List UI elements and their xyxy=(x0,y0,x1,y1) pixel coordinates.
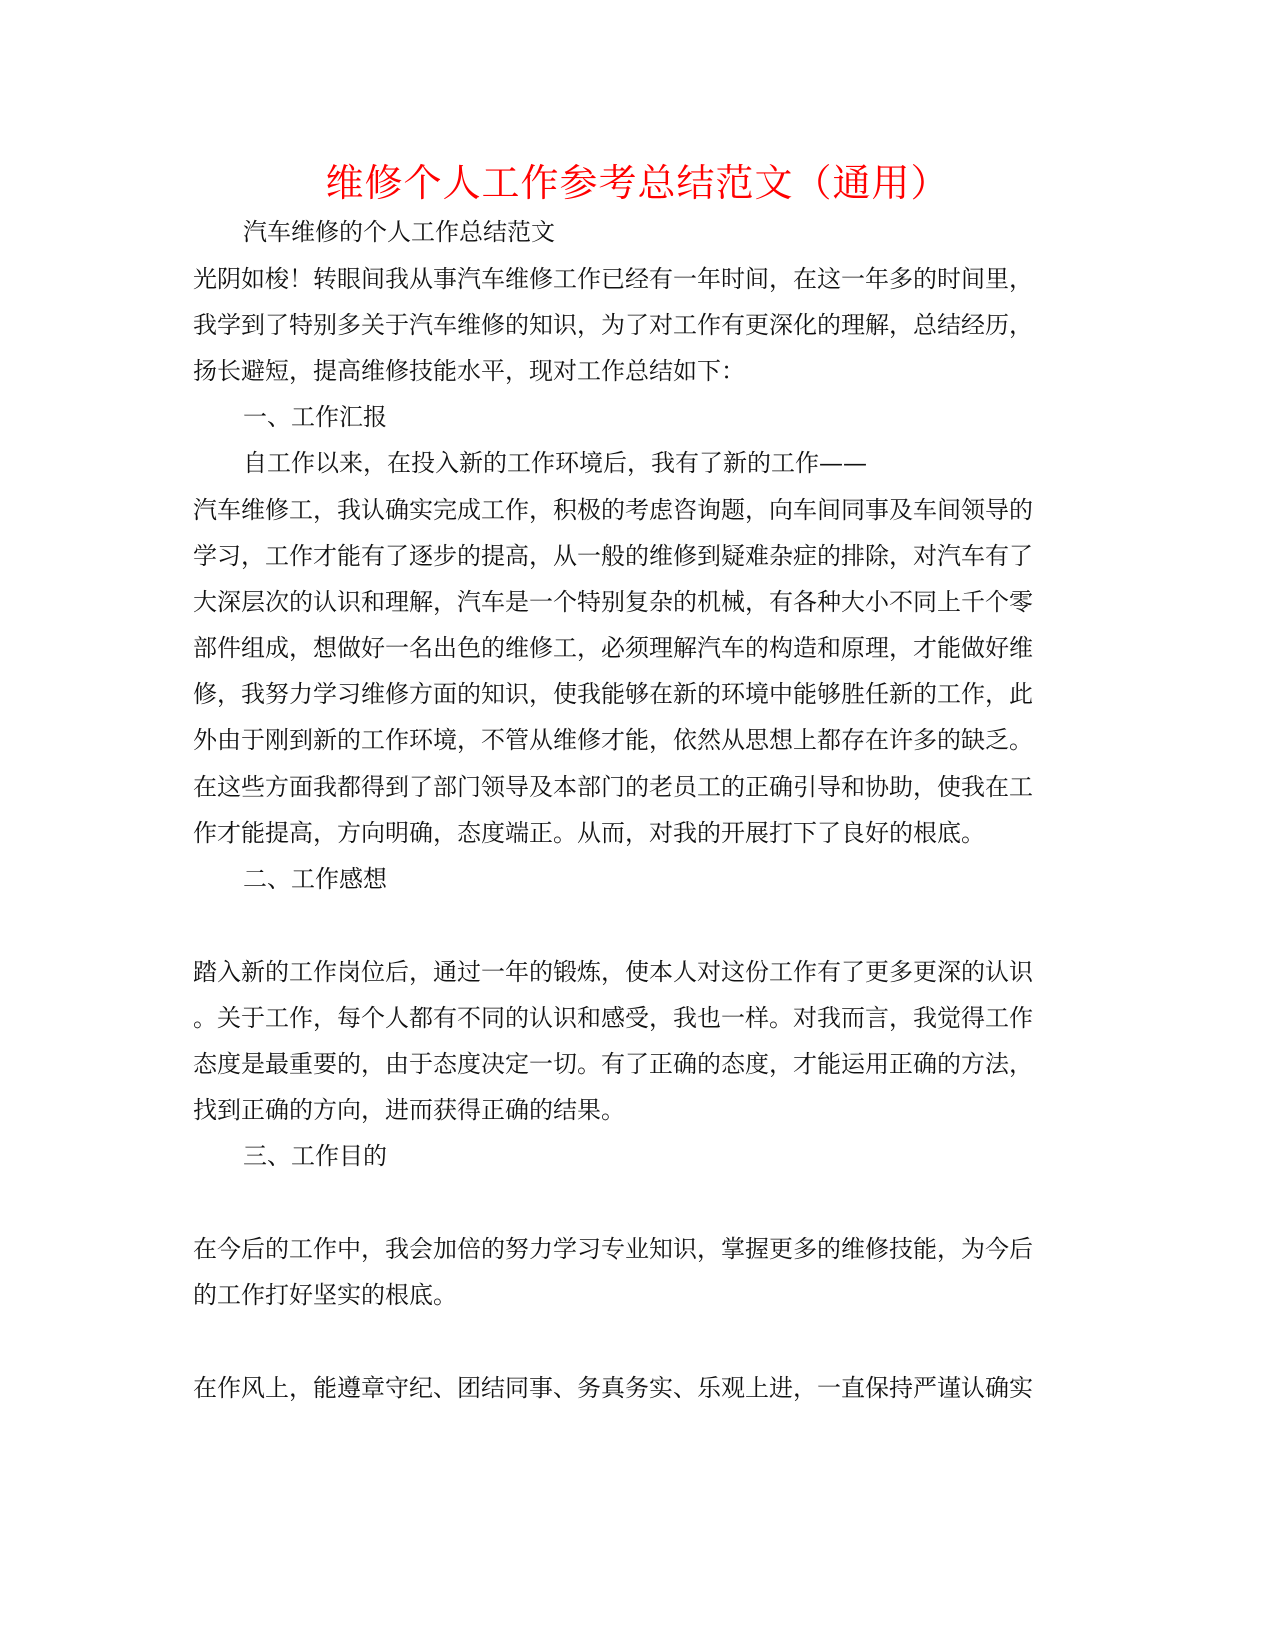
body-line: 找到正确的方向，进而获得正确的结果。 xyxy=(193,1096,625,1124)
body-line: 大深层次的认识和理解，汽车是一个特别复杂的机械，有各种大小不同上千个零 xyxy=(193,588,1033,616)
section-heading-1: 一、工作汇报 xyxy=(243,403,387,431)
body-line: 汽车维修工，我认确实完成工作，积极的考虑咨询题，向车间同事及车间领导的 xyxy=(193,496,1033,524)
body-line: 学习，工作才能有了逐步的提高，从一般的维修到疑难杂症的排除，对汽车有了 xyxy=(193,542,1033,570)
body-line: 作才能提高，方向明确，态度端正。从而，对我的开展打下了良好的根底。 xyxy=(193,819,985,847)
body-line: 在今后的工作中，我会加倍的努力学习专业知识，掌握更多的维修技能，为今后 xyxy=(193,1235,1033,1263)
document-title: 维修个人工作参考总结范文（通用） xyxy=(325,161,950,205)
body-line: 修，我努力学习维修方面的知识，使我能够在新的环境中能够胜任新的工作，此 xyxy=(193,680,1033,708)
body-line: 外由于刚到新的工作环境，不管从维修才能，依然从思想上都存在许多的缺乏。 xyxy=(193,726,1033,754)
body-line: 部件组成，想做好一名出色的维修工，必须理解汽车的构造和原理，才能做好维 xyxy=(193,634,1033,662)
section-heading-3: 三、工作目的 xyxy=(243,1142,387,1170)
subtitle-line: 汽车维修的个人工作总结范文 xyxy=(243,218,555,246)
body-line: 自工作以来，在投入新的工作环境后，我有了新的工作—— xyxy=(243,449,867,477)
body-line: 光阴如梭！转眼间我从事汽车维修工作已经有一年时间，在这一年多的时间里， xyxy=(193,265,1033,293)
section-heading-2: 二、工作感想 xyxy=(243,865,387,893)
body-line: 扬长避短，提高维修技能水平，现对工作总结如下： xyxy=(193,357,745,385)
body-line: 我学到了特别多关于汽车维修的知识，为了对工作有更深化的理解，总结经历， xyxy=(193,311,1033,339)
body-line: 的工作打好坚实的根底。 xyxy=(193,1281,457,1309)
body-line: 。关于工作，每个人都有不同的认识和感受，我也一样。对我而言，我觉得工作 xyxy=(193,1004,1033,1032)
body-line: 踏入新的工作岗位后，通过一年的锻炼，使本人对这份工作有了更多更深的认识 xyxy=(193,958,1033,986)
body-line: 在作风上，能遵章守纪、团结同事、务真务实、乐观上进，一直保持严谨认确实 xyxy=(193,1374,1033,1402)
body-line: 态度是最重要的，由于态度决定一切。有了正确的态度，才能运用正确的方法， xyxy=(193,1050,1033,1078)
body-line: 在这些方面我都得到了部门领导及本部门的老员工的正确引导和协助，使我在工 xyxy=(193,773,1033,801)
